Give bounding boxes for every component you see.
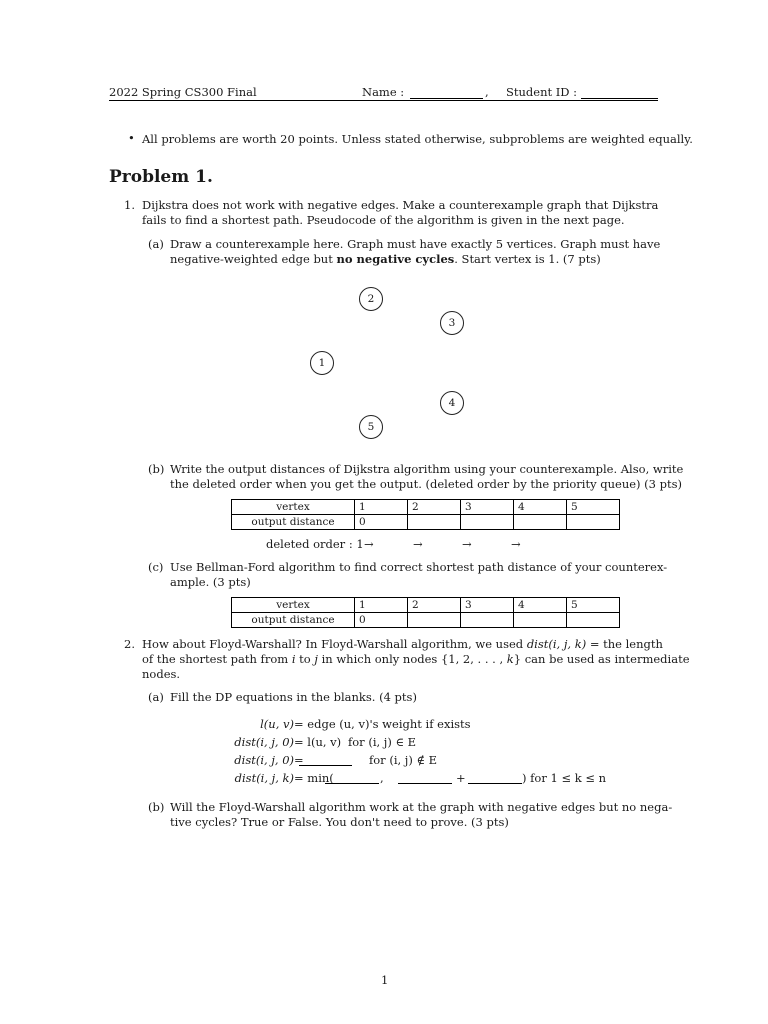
q2b-line2: tive cycles? True or False. You don't need to prove. (3 pts) <box>170 815 509 829</box>
graph-node-1[interactable]: 1 <box>310 351 334 375</box>
q1a-line2 <box>170 252 601 267</box>
answer-cell[interactable] <box>461 515 514 530</box>
bullet: • <box>128 131 135 145</box>
arrow-icon: → <box>462 537 472 551</box>
q2-line2-post: } can be used as intermediate <box>513 652 690 666</box>
eq3-lhs: dist(i, j, 0) <box>234 753 294 767</box>
q1a-line2-bold: no negative cycles <box>336 252 455 266</box>
q2-line2-mid2: in which only nodes {1, 2, . . . , <box>317 652 507 666</box>
q2-line2-i: i <box>291 652 296 666</box>
eq4-min: = min( <box>294 771 334 785</box>
eq2-rhs: = l(u, v) <box>294 735 342 749</box>
student-id-field[interactable] <box>581 86 658 99</box>
answer-cell[interactable] <box>567 515 620 530</box>
note-text: All problems are worth 20 points. Unless stated otherwise, subproblems are weighted equally. <box>142 132 693 146</box>
graph-node-5[interactable]: 5 <box>359 415 383 439</box>
q1c-label: (c) <box>148 560 164 574</box>
table-row <box>232 500 620 515</box>
q1a-line2-post: . Start vertex is 1. (7 pts) <box>454 252 601 266</box>
q1b-label: (b) <box>148 462 165 476</box>
q2-line2-j: j <box>314 652 318 666</box>
answer-cell[interactable] <box>567 613 620 628</box>
q1b-line1: Write the output distances of Dijkstra algorithm using your counterexample. Also, write <box>170 462 684 476</box>
q2-line2-pre: of the shortest path from <box>142 652 292 666</box>
q2-line1-math: dist(i, j, k) <box>526 637 587 651</box>
q1-line2: fails to find a shortest path. Pseudocode of the algorithm is given in the next page. <box>142 213 625 227</box>
page-number: 1 <box>381 973 389 987</box>
table-row-label: output distance <box>232 613 355 628</box>
eq2-lhs: dist(i, j, 0) <box>234 735 294 749</box>
table-cell: 3 <box>461 598 514 613</box>
table-cell: 1 <box>355 598 408 613</box>
q1c-line1: Use Bellman-Ford algorithm to find correct shortest path distance of your counterex- <box>170 560 668 574</box>
q2-line2-k: k <box>506 652 514 666</box>
eq4-plus: + <box>456 771 466 785</box>
header-course: 2022 Spring CS300 Final <box>109 85 257 99</box>
bellman-ford-table <box>231 597 620 628</box>
eq3-cond: for (i, j) ∉ E <box>369 753 438 767</box>
name-field[interactable] <box>410 86 483 99</box>
q2-line2-mid: to <box>295 652 315 666</box>
q1b-line2: the deleted order when you get the output. (deleted order by the priority queue) (3 pts) <box>170 477 683 491</box>
eq1-rhs: = edge (u, v)'s weight if exists <box>294 717 471 731</box>
table-row <box>232 598 620 613</box>
graph-node-2[interactable]: 2 <box>359 287 383 311</box>
table-row-label: vertex <box>232 598 355 613</box>
table-cell: 4 <box>514 598 567 613</box>
table-cell: 0 <box>355 613 408 628</box>
table-row <box>232 515 620 530</box>
table-cell: 1 <box>355 500 408 515</box>
answer-cell[interactable] <box>514 515 567 530</box>
answer-cell[interactable] <box>408 613 461 628</box>
header-comma: , <box>485 85 489 99</box>
graph-node-4[interactable]: 4 <box>440 391 464 415</box>
eq4-lhs: dist(i, j, k) <box>234 771 294 785</box>
eq4-cond: ) for 1 ≤ k ≤ n <box>522 771 607 785</box>
problem-title: Problem 1. <box>109 167 213 187</box>
q2b-label: (b) <box>148 800 165 814</box>
q2-line1-pre: How about Floyd-Warshall? In Floyd-Warshall algorithm, we used <box>142 637 527 651</box>
q2b-line1: Will the Floyd-Warshall algorithm work at the graph with negative edges but no nega- <box>170 800 673 814</box>
answer-cell[interactable] <box>408 515 461 530</box>
table-cell: 2 <box>408 598 461 613</box>
name-label: Name : <box>362 85 405 99</box>
table-row <box>232 613 620 628</box>
q2a-text: Fill the DP equations in the blanks. (4 pts) <box>170 690 417 704</box>
dijkstra-table <box>231 499 620 530</box>
q1a-line2-pre: negative-weighted edge but <box>170 252 337 266</box>
eq3-eq: = <box>294 753 304 767</box>
q1-number: 1. <box>124 198 135 212</box>
arrow-icon: → <box>364 537 374 551</box>
table-cell: 3 <box>461 500 514 515</box>
header-rule <box>109 100 658 101</box>
answer-cell[interactable] <box>461 613 514 628</box>
q1-line1: Dijkstra does not work with negative edges. Make a counterexample graph that Dijkstra <box>142 198 659 212</box>
deleted-order-label: deleted order : 1 <box>266 537 364 551</box>
q2a-label: (a) <box>148 690 164 704</box>
q1a-label: (a) <box>148 237 164 251</box>
table-row-label: output distance <box>232 515 355 530</box>
eq4-blank-2[interactable] <box>398 771 452 784</box>
table-row-label: vertex <box>232 500 355 515</box>
q2-line2 <box>142 652 690 667</box>
table-cell: 5 <box>567 500 620 515</box>
q2-line3: nodes. <box>142 667 181 681</box>
q1c-line2: ample. (3 pts) <box>170 575 251 589</box>
graph-node-3[interactable]: 3 <box>440 311 464 335</box>
eq1-lhs: l(u, v) <box>260 717 294 731</box>
q1a-line1: Draw a counterexample here. Graph must have exactly 5 vertices. Graph must have <box>170 237 661 251</box>
table-cell: 5 <box>567 598 620 613</box>
eq2-cond: for (i, j) ∈ E <box>348 735 417 749</box>
eq4-blank-3[interactable] <box>468 771 522 784</box>
eq4-blank-1[interactable] <box>325 771 379 784</box>
q2-line1-post: = the length <box>586 637 663 651</box>
eq4-comma: , <box>380 771 384 785</box>
table-cell: 4 <box>514 500 567 515</box>
answer-cell[interactable] <box>514 613 567 628</box>
eq3-blank[interactable] <box>299 753 352 766</box>
arrow-icon: → <box>413 537 423 551</box>
arrow-icon: → <box>511 537 521 551</box>
table-cell: 0 <box>355 515 408 530</box>
table-cell: 2 <box>408 500 461 515</box>
student-id-label: Student ID : <box>506 85 578 99</box>
q2-line1 <box>142 637 663 652</box>
q2-number: 2. <box>124 637 135 651</box>
